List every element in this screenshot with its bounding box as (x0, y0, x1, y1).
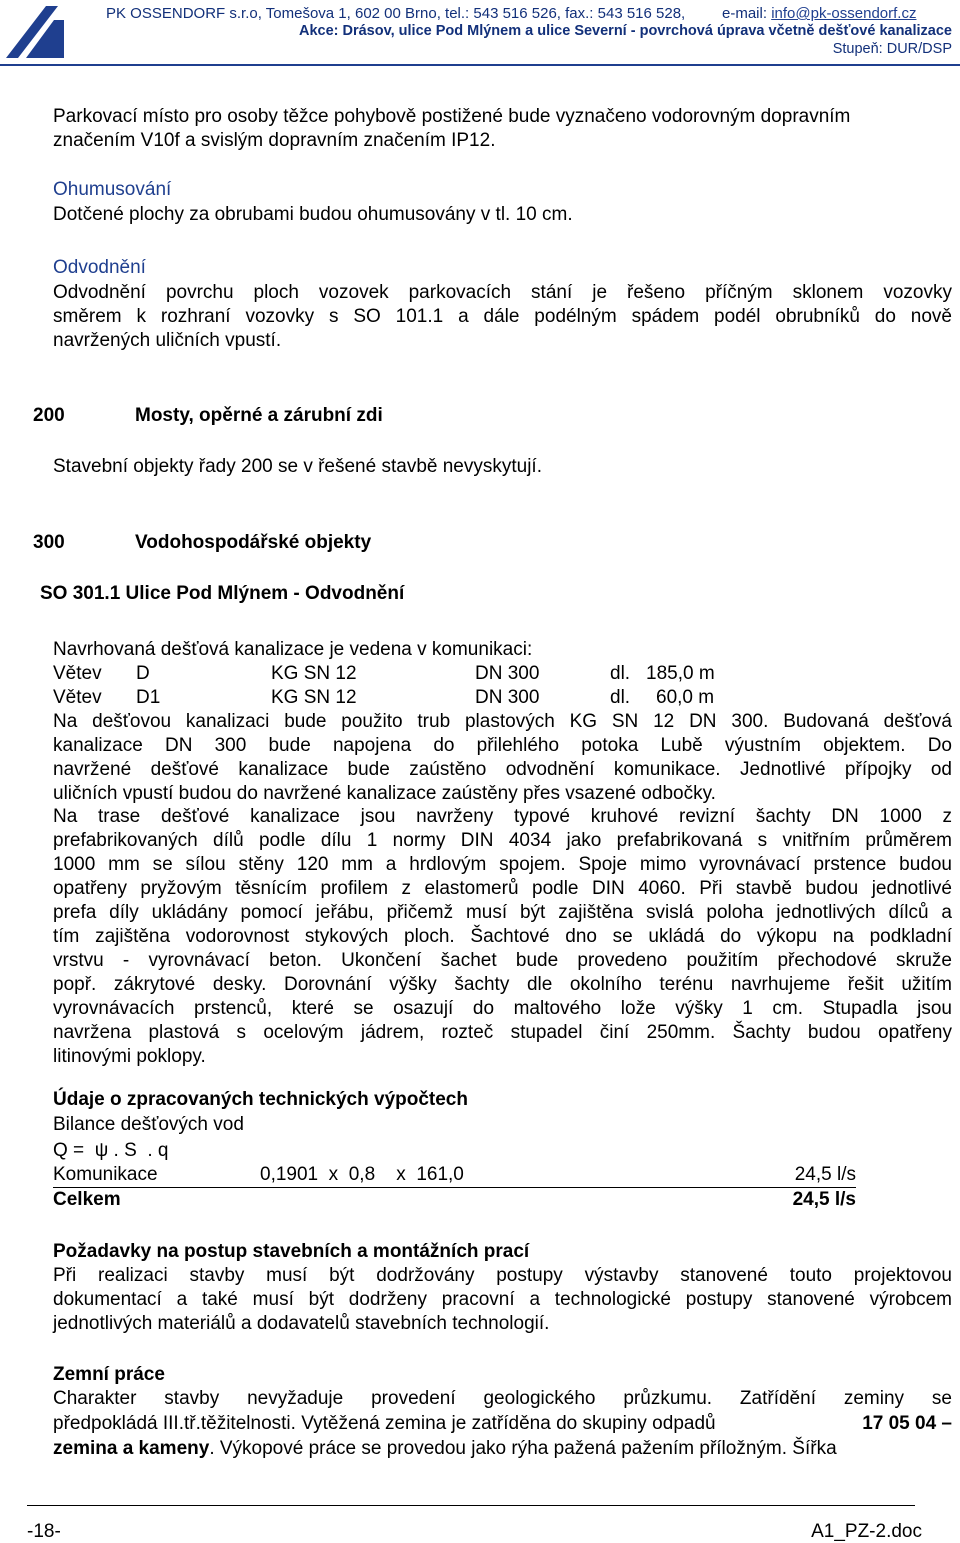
odvodneni-heading: Odvodnění (53, 257, 146, 278)
section-200-number: 200 (33, 405, 65, 426)
header-divider (0, 64, 960, 66)
kanal-para2-line-11: litinovými poklopy. (53, 1046, 206, 1067)
kanal-para2-line-5: prefa díly ukládány pomocí jeřábu, přičemž musí být zajištěna svislá poloha jednotlivých dílců a (53, 902, 952, 923)
kanal-para1-line-4: uličních vpustí budou do navržené kanalizace zaústěny přes vsazené odbočky. (53, 783, 716, 804)
ohumusovani-heading: Ohumusování (53, 179, 172, 200)
email-link[interactable]: info@pk-ossendorf.cz (771, 5, 917, 22)
parking-line-2: značením V10f a svislým dopravním značením IP12. (53, 130, 496, 151)
project-title: Akce: Drásov, ulice Pod Mlýnem a ulice Severní - povrchová úprava včetně dešťové kanalizace (298, 23, 952, 39)
odvodneni-line-1: Odvodnění povrchu ploch vozovek parkovacích stání je řešeno příčným sklonem vozovky (53, 282, 952, 303)
kanal-para2-line-9: vyrovnávacích prstenců, které se osazují do maltového lože výšky 1 cm. Stupadla jsou (53, 998, 952, 1019)
kanal-para2-line-10: navržena plastová s ocelovým jádrem, rozteč stupadel činí 250mm. Šachty budou opatřeny (53, 1022, 952, 1043)
company-address: PK OSSENDORF s.r.o, Tomešova 1, 602 00 Brno, tel.: 543 516 526, fax.: 543 516 528, e-mail: info@pk-ossendorf.cz (106, 5, 917, 22)
kanal-para2-line-8: popř. zákrytové desky. Dorovnání výšky šachty dle okolního terénu navrhujeme řešit užitím (53, 974, 952, 995)
kanal-para2-line-7: vrstvu - vyrovnávací beton. Ukončení šachet bude provedeno použitím přechodové skruže (53, 950, 952, 971)
parking-line-1: Parkovací místo pro osoby těžce pohybově postižené bude vyznačeno vodorovným dopravním (53, 106, 851, 127)
kanal-para2-line-3: 1000 mm se sílou stěny 120 mm a hrdlovým spojem. Spoje mimo vyrovnávací prstence budou (53, 854, 952, 875)
page-number: -18- (27, 1521, 61, 1542)
pozadavky-line-3: jednotlivých materiálů a dodavatelů stavebních technologií. (53, 1313, 550, 1334)
kanal-para1-line-2: kanalizace DN 300 bude napojena do přilehlého potoka Lubě výustním objektem. Do (53, 735, 952, 756)
zemni-line-2: předpokládá III.tř.těžitelnosti. Vytěžená zemina je zatříděna do skupiny odpadů 17 05 04 – (53, 1413, 952, 1434)
page-header (0, 0, 960, 66)
footer-divider (27, 1505, 915, 1506)
celkem-row: Celkem 24,5 l/s (53, 1189, 856, 1210)
runoff-formula: Q = ψ . S . q (53, 1140, 169, 1161)
pozadavky-line-1: Při realizaci stavby musí být dodržovány postupy výstavby stanovené touto projektovou (53, 1265, 952, 1286)
so301-title: SO 301.1 Ulice Pod Mlýnem - Odvodnění (40, 583, 405, 604)
pk-ossendorf-logo-icon (6, 6, 90, 58)
ohumusovani-text: Dotčené plochy za obrubami budou ohumusovány v tl. 10 cm. (53, 204, 573, 225)
kanal-para2-line-2: prefabrikovaných dílů podle dílu 1 normy DIN 4034 jako prefabrikovaná s vnitřním průměrem (53, 830, 952, 851)
odvodneni-line-3: navržených uličních vpustí. (53, 330, 282, 351)
kanal-para2-line-1: Na trase dešťové kanalizace jsou navrženy typové kruhové revizní šachty DN 1000 z (53, 806, 952, 827)
kanal-para2-line-6: tím zajištěna vodorovnost stykových ploch. Šachtové dno se ukládá do výkopu na podkladní (53, 926, 952, 947)
section-300-title: Vodohospodářské objekty (135, 532, 372, 553)
section-300-number: 300 (33, 532, 65, 553)
pozadavky-heading: Požadavky na postup stavebních a montážních prací (53, 1241, 530, 1262)
file-name: A1_PZ-2.doc (811, 1521, 922, 1542)
kanal-para1-line-3: navržené dešťové kanalizace bude zaústěno odvodnění komunikace. Jednotlivé přípojky od (53, 759, 952, 780)
kanal-para1-line-1: Na dešťovou kanalizaci bude použito trub plastových KG SN 12 DN 300. Budovaná dešťová (53, 711, 952, 732)
zemni-line-3: zemina a kameny. Výkopové práce se provedou jako rýha pažená pažením příložným. Šířka (53, 1438, 837, 1459)
branch-row: Větev D1 KG SN 12 DN 300 dl. 60,0 m (53, 687, 715, 708)
udaje-heading: Údaje o zpracovaných technických výpočtech (53, 1089, 468, 1110)
section-200-text: Stavební objekty řady 200 se v řešené stavbě nevyskytují. (53, 456, 542, 477)
kanal-intro: Navrhovaná dešťová kanalizace je vedena v komunikaci: (53, 639, 533, 660)
section-200-title: Mosty, opěrné a zárubní zdi (135, 405, 383, 426)
bilance-label: Bilance dešťových vod (53, 1114, 244, 1135)
odvodneni-line-2: směrem k rozhraní vozovky s SO 101.1 a dále podélným spádem podél obrubníků do nově (53, 306, 952, 327)
kanal-para2-line-4: opatřeny pryžovým těsnícím profilem z elastomerů podle DIN 4060. Při stavbě budou jednotlivé (53, 878, 952, 899)
zemni-line-1: Charakter stavby nevyžaduje provedení geologického průzkumu. Zatřídění zeminy se (53, 1388, 952, 1409)
pozadavky-line-2: dokumentací a také musí být dodrženy pracovní a technologické postupy stanovené výrobcem (53, 1289, 952, 1310)
zemni-heading: Zemní práce (53, 1364, 165, 1385)
branch-row: Větev D KG SN 12 DN 300 dl. 185,0 m (53, 663, 715, 684)
komunikace-row: Komunikace 0,1901 x 0,8 x 161,0 24,5 l/s (53, 1163, 856, 1188)
project-stage: Stupeň: DUR/DSP (832, 41, 952, 57)
